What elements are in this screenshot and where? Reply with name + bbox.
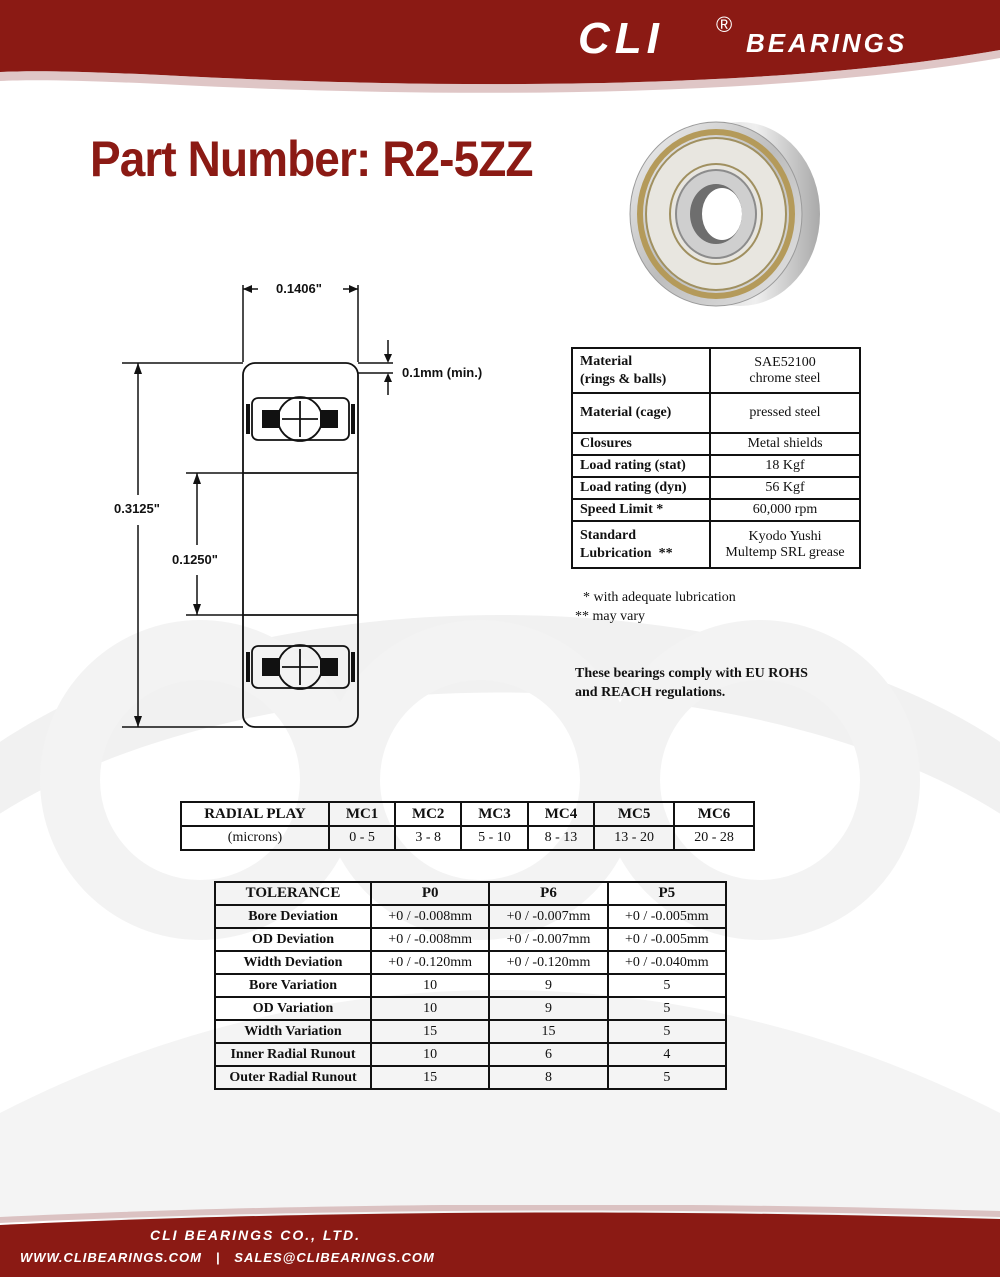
- tolerance-value: 10: [371, 974, 489, 997]
- radial-class: MC4: [528, 802, 594, 826]
- radial-header-row: [181, 802, 754, 826]
- spec-value: 18 Kgf: [710, 455, 860, 477]
- tolerance-row: [215, 974, 726, 997]
- spec-label: Speed Limit *: [572, 499, 710, 521]
- tolerance-value: 15: [371, 1066, 489, 1089]
- tolerance-label: OD Variation: [215, 997, 371, 1020]
- tolerance-value: 5: [608, 974, 726, 997]
- tolerance-value: 10: [371, 1043, 489, 1066]
- tolerance-header-row: [215, 882, 726, 905]
- tolerance-value: 5: [608, 1066, 726, 1089]
- tolerance-value: 4: [608, 1043, 726, 1066]
- spec-value: pressed steel: [710, 393, 860, 433]
- tolerance-row: [215, 1066, 726, 1089]
- radial-class: MC6: [674, 802, 754, 826]
- tolerance-header: TOLERANCE: [215, 882, 371, 905]
- tolerance-row: [215, 997, 726, 1020]
- radial-play-header: RADIAL PLAY: [181, 802, 329, 826]
- tolerance-value: 15: [371, 1020, 489, 1043]
- spec-label: Load rating (dyn): [572, 477, 710, 499]
- tolerance-label: OD Deviation: [215, 928, 371, 951]
- spec-label: Load rating (stat): [572, 455, 710, 477]
- tolerance-table: [214, 881, 727, 1090]
- tolerance-value: +0 / -0.007mm: [489, 928, 607, 951]
- compliance-line: and REACH regulations.: [575, 685, 726, 700]
- tolerance-row: [215, 1020, 726, 1043]
- spec-row: [572, 348, 860, 393]
- tolerance-value: +0 / -0.005mm: [608, 905, 726, 928]
- spec-label: Standard Lubrication **: [572, 521, 710, 568]
- cross-section-drawing: [100, 270, 520, 750]
- spec-row: [572, 455, 860, 477]
- website-link[interactable]: WWW.CLIBEARINGS.COM: [20, 1250, 202, 1265]
- tolerance-label: Bore Deviation: [215, 905, 371, 928]
- specifications-table: [571, 347, 861, 569]
- tolerance-label: Outer Radial Runout: [215, 1066, 371, 1089]
- outer-diameter-dimension: 0.3125": [114, 501, 160, 516]
- tolerance-value: 5: [608, 1020, 726, 1043]
- tolerance-value: +0 / -0.007mm: [489, 905, 607, 928]
- spec-value: Metal shields: [710, 433, 860, 455]
- tolerance-value: 5: [608, 997, 726, 1020]
- logo-cli-text: CLI: [578, 14, 664, 63]
- spec-value: Kyodo Yushi Multemp SRL grease: [710, 521, 860, 568]
- tolerance-label: Inner Radial Runout: [215, 1043, 371, 1066]
- compliance-note: [575, 664, 808, 702]
- bearing-photo: [620, 118, 830, 318]
- radial-class: MC3: [461, 802, 527, 826]
- width-dimension: 0.1406": [276, 281, 322, 296]
- radial-class: MC2: [395, 802, 461, 826]
- tolerance-value: 9: [489, 974, 607, 997]
- tolerance-row: [215, 905, 726, 928]
- logo-bearings-text: BEARINGS: [746, 28, 908, 58]
- spec-row: [572, 433, 860, 455]
- tolerance-label: Bore Variation: [215, 974, 371, 997]
- spec-label: Closures: [572, 433, 710, 455]
- tolerance-value: +0 / -0.120mm: [371, 951, 489, 974]
- tolerance-value: +0 / -0.005mm: [608, 928, 726, 951]
- radial-class: MC1: [329, 802, 395, 826]
- tolerance-value: +0 / -0.008mm: [371, 928, 489, 951]
- spec-row: [572, 499, 860, 521]
- radial-values-row: [181, 826, 754, 850]
- radial-range: 13 - 20: [594, 826, 674, 850]
- tolerance-class: P0: [371, 882, 489, 905]
- footer-contact: [20, 1250, 435, 1265]
- footer-separator: |: [215, 1250, 221, 1265]
- radial-range: 0 - 5: [329, 826, 395, 850]
- radial-range: 5 - 10: [461, 826, 527, 850]
- speed-footnote: * with adequate lubrication: [583, 590, 736, 605]
- spec-value: 56 Kgf: [710, 477, 860, 499]
- compliance-line: These bearings comply with EU ROHS: [575, 666, 808, 681]
- radial-range: 3 - 8: [395, 826, 461, 850]
- spec-value: SAE52100 chrome steel: [710, 348, 860, 393]
- bore-dimension: 0.1250": [172, 552, 218, 567]
- footer-company-name: CLI BEARINGS CO., LTD.: [150, 1227, 361, 1243]
- lubrication-footnote: ** may vary: [575, 609, 645, 624]
- spec-label: Material (rings & balls): [572, 348, 710, 393]
- spec-row: [572, 477, 860, 499]
- spec-row: [572, 521, 860, 568]
- radial-play-table: [180, 801, 755, 851]
- tolerance-row: [215, 928, 726, 951]
- tolerance-row: [215, 951, 726, 974]
- email-link[interactable]: SALES@CLIBEARINGS.COM: [234, 1250, 435, 1265]
- tolerance-value: 9: [489, 997, 607, 1020]
- spec-label: Material (cage): [572, 393, 710, 433]
- tolerance-value: +0 / -0.120mm: [489, 951, 607, 974]
- tolerance-label: Width Variation: [215, 1020, 371, 1043]
- radial-range: 8 - 13: [528, 826, 594, 850]
- radial-unit: (microns): [181, 826, 329, 850]
- spec-row: [572, 393, 860, 433]
- tolerance-value: +0 / -0.008mm: [371, 905, 489, 928]
- tolerance-value: 15: [489, 1020, 607, 1043]
- part-number-title: Part Number: R2-5ZZ: [90, 131, 533, 187]
- chamfer-dimension: 0.1mm (min.): [402, 365, 483, 380]
- tolerance-value: 10: [371, 997, 489, 1020]
- tolerance-row: [215, 1043, 726, 1066]
- tolerance-class: P6: [489, 882, 607, 905]
- registered-mark: ®: [716, 12, 733, 37]
- spec-value: 60,000 rpm: [710, 499, 860, 521]
- tolerance-value: 8: [489, 1066, 607, 1089]
- tolerance-value: 6: [489, 1043, 607, 1066]
- tolerance-value: +0 / -0.040mm: [608, 951, 726, 974]
- radial-range: 20 - 28: [674, 826, 754, 850]
- radial-class: MC5: [594, 802, 674, 826]
- tolerance-label: Width Deviation: [215, 951, 371, 974]
- tolerance-class: P5: [608, 882, 726, 905]
